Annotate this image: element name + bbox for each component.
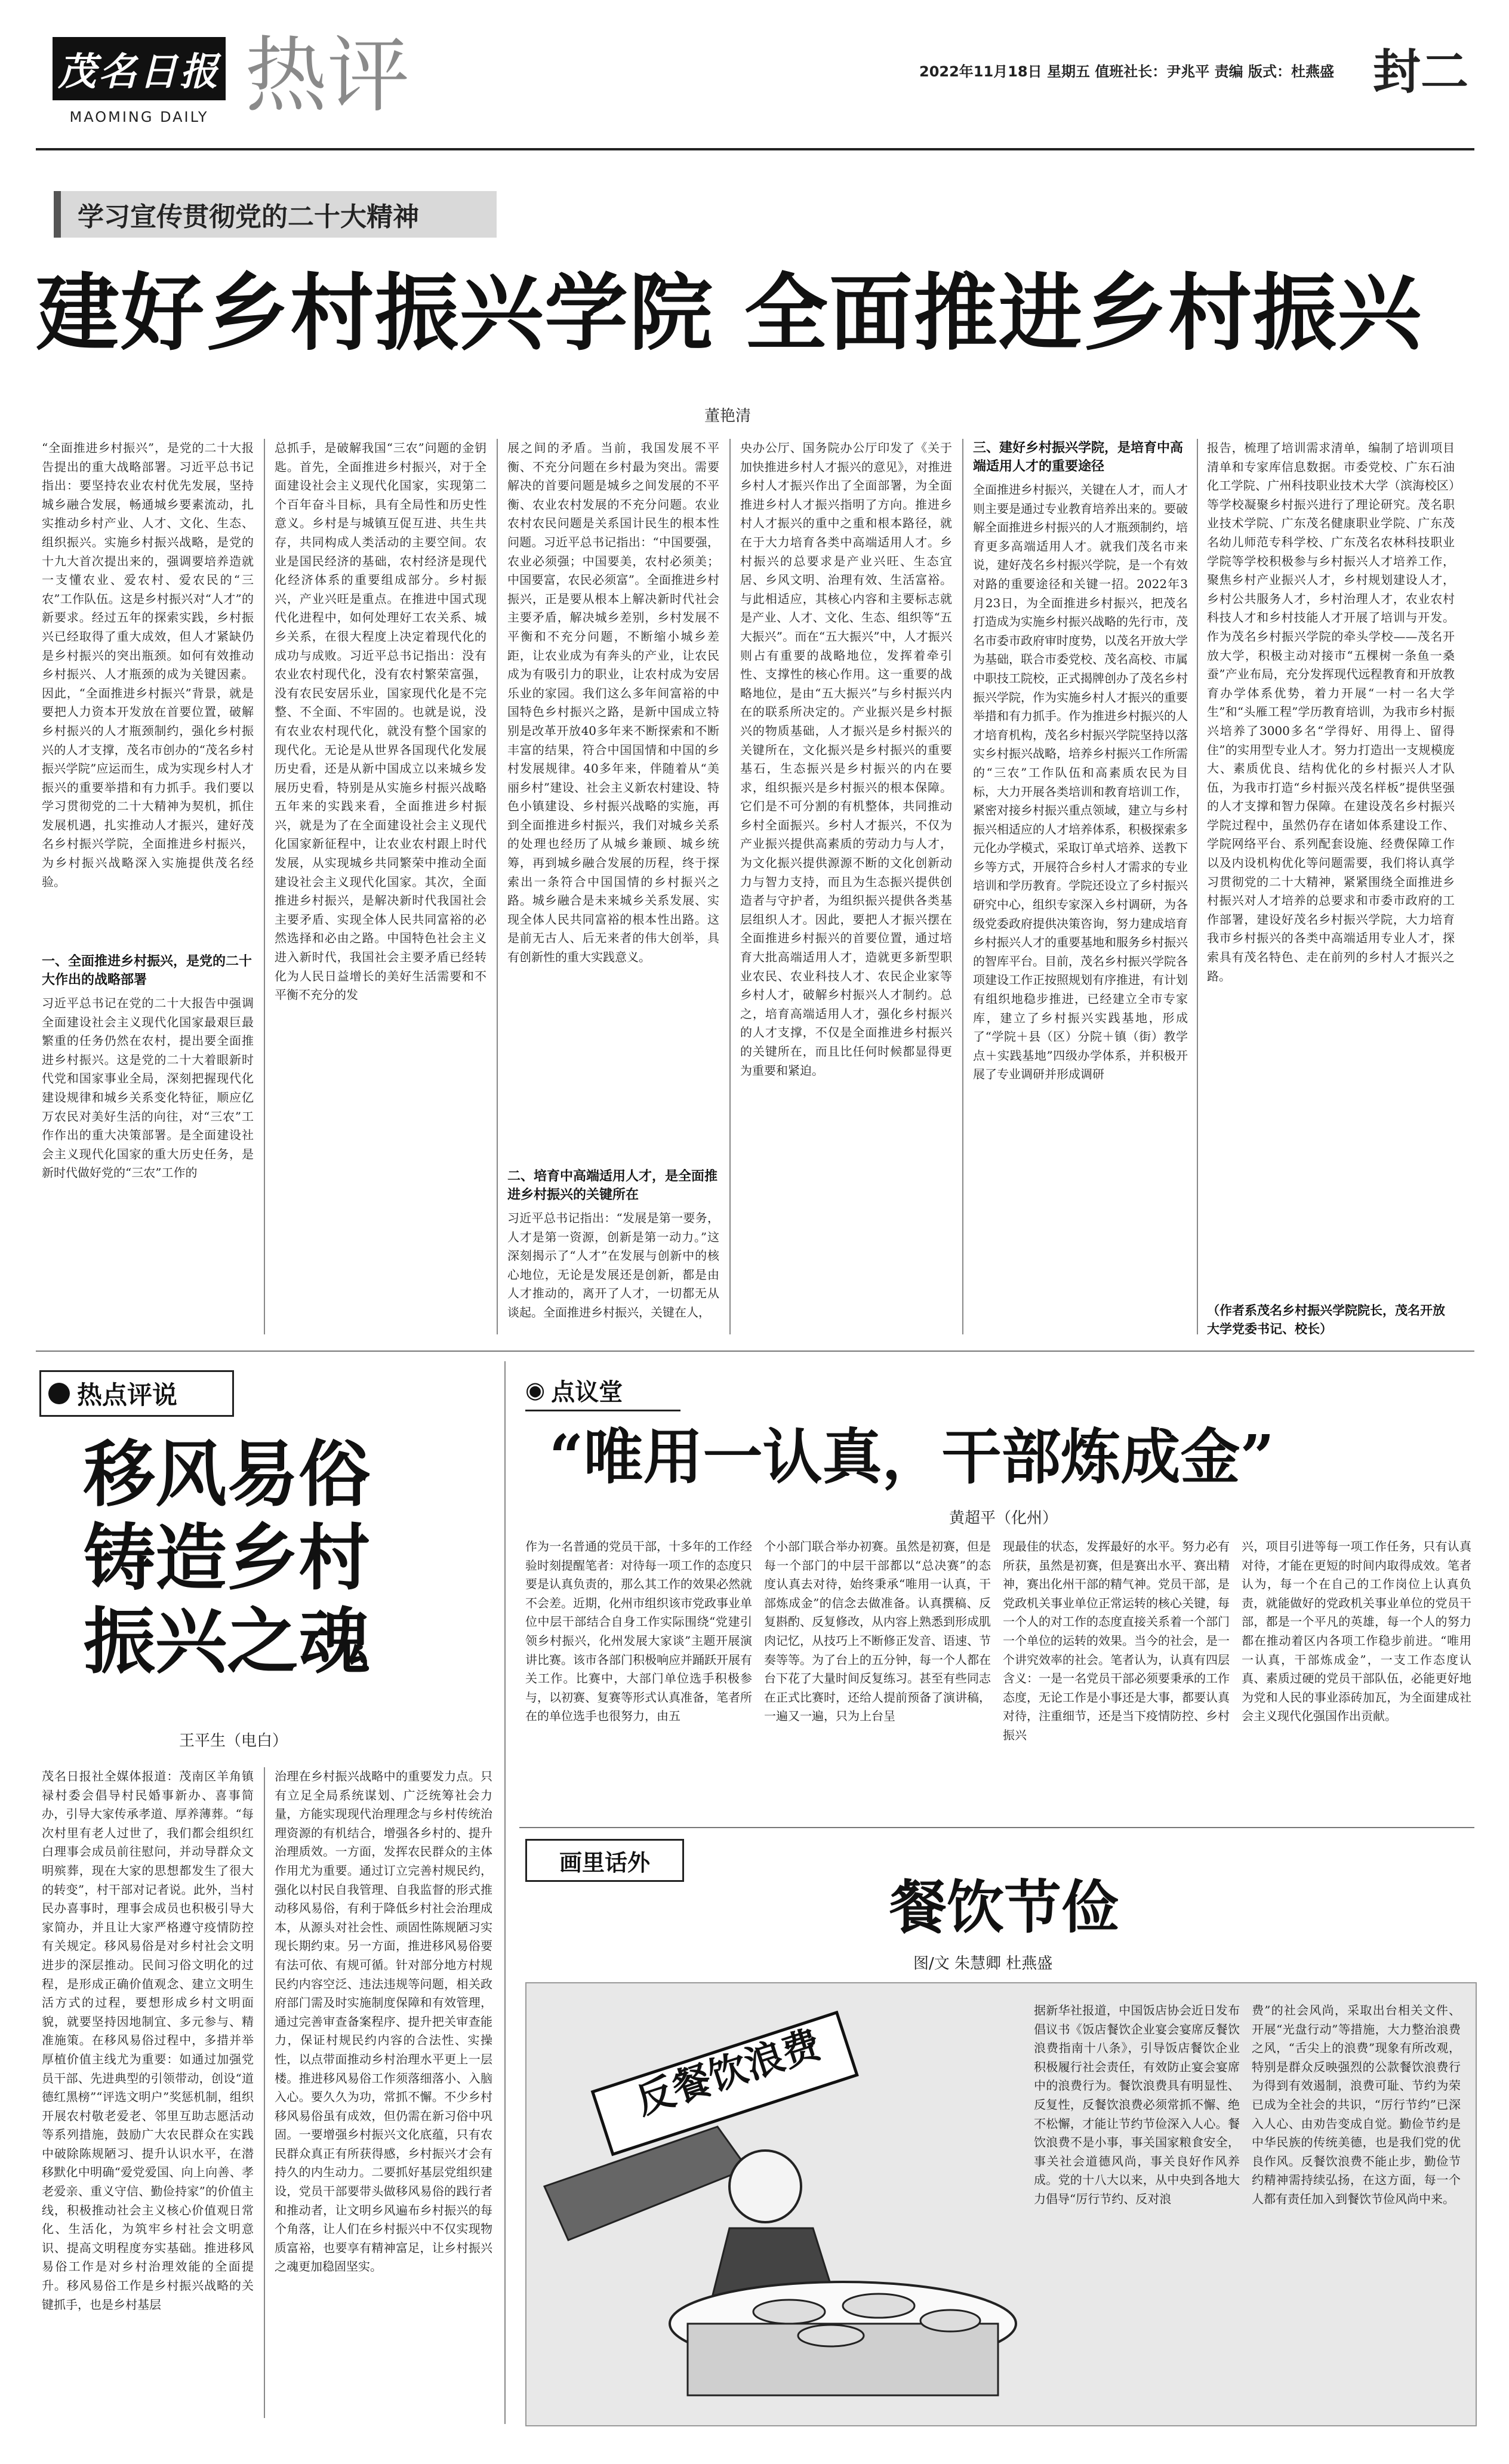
bullet-icon [48,1383,70,1404]
cartoon-frame [525,1982,1477,2426]
main-author: 董艳清 [704,407,752,425]
main-col-3: 展之间的矛盾。当前，我国发展不平衡、不充分问题在乡村最为突出。需要解决的首要问题是城乡之间发展的不平衡、农业农村发展的不充分问题。农业农村农民问题是关系国计民生的根本性问题。习近平总书记指出：“中国要强，农业必须强；中国要美，农村必须美；中国要富，农民必须富”。全面推进乡村振兴，正是要从根本上解决新时代社会主要矛盾，解决城乡差别，乡村发展不平衡和不充分问题，不断缩小城乡差距，让农业成为有奔头的产业，让农民成为有吸引力的职业，让农村成为安居乐业的家园。我们这么多年间富裕的中国特色乡村振兴之路，是新中国成立特别是改革开放40多年来不断探索和不断丰富的结果，符合中国国情和中国的乡村发展规律。40多年来，伴随着从“美丽乡村”建设、社会主义新农村建设、特色小镇建设、乡村振兴战略的实施，再到全面推进乡村振兴，我们对城乡关系的处理也经历了从城乡兼顾、城乡统筹，再到城乡融合发展的历程，终于探索出一条符合中国国情的乡村振兴之路。城乡融合是未来城乡关系发展、实现全体人民共同富裕的根本性出路。这是前无古人、后无来者的伟大创举，具有创新性的重大实践意义。 [507,441,719,965]
cartoon-text-left: 据新华社报道，中国饭店协会近日发布倡议书《饭店餐饮企业宴会宴席反餐饮浪费指南十八条》，引导饭店餐饮企业积极履行社会责任，有效防止宴会宴席中的浪费行为。餐饮浪费具有明显性、反复性，反餐饮浪费必须常抓不懈、绝不松懈，才能让节约节俭深入人心。餐饮浪费不是小事，事关国家粮食安全，事关社会道德风尚，事关良好作风养成。党的十八大以来，从中央到各地大力倡导“厉行节约、反对浪 [1034,2003,1240,2206]
section-rule [519,1827,1474,1828]
col-divider [264,439,265,1334]
main-byline: （作者系茂名乡村振兴学院院长，茂名开放大学党委书记、校长） [1207,1303,1445,1336]
main-subhead-1: 一、全面推进乡村振兴，是党的二十大作出的战略部署 [42,954,252,988]
editorial-col-2: 个小部门联合举办初赛。虽然是初赛，但是每一个部门的中层干部都以“总决赛”的态度认真去对待，始终秉承“唯用一认真，干部炼成金”的信念去做准备。认真撰稿、反复斟酌、反复修改，从内容上熟悉到形成肌肉记忆，从技巧上不断修正发音、语速、节奏等等。为了台上的五分钟，每一个人都在台下花了大量时间反复练习。甚至有些同志在正式比赛时，还给人提前预备了演讲稿，一遍又一遍，只为上台呈 [764,1539,991,1724]
col-divider [1197,439,1198,1334]
masthead-rule [36,148,1474,150]
hot-comment-tag [39,1370,234,1417]
editorial-headline: “唯用一认真，干部炼成金” [549,1422,1275,1492]
main-subhead-2: 二、培育中高端适用人才，是全面推进乡村振兴的关键所在 [507,1169,718,1202]
rss-icon: ◉ [525,1377,546,1403]
col-divider [962,439,963,1334]
main-col-1: “全面推进乡村振兴”，是党的二十大报告提出的重大战略部署。习近平总书记指出：要坚持农业农村优先发展，坚持城乡融合发展，畅通城乡要素流动，扎实推动乡村产业、人才、文化、生态、组织振兴。实施乡村振兴战略，是党的十九大首次提出来的，强调要培养造就一支懂农业、爱农村、爱农民的“三农”工作队伍。这是乡村振兴对“人才”的新要求。经过五年的探索实践，乡村振兴已经取得了重大成效，但人才紧缺仍是乡村振兴的突出瓶颈。如何有效推动乡村振兴、人才瓶颈的成为关键因素。因此，“全面推进乡村振兴”背景，就是要把人力资本开发放在首要位置，破解乡村振兴的人才瓶颈制约，强化乡村振兴的人才支撑，茂名市创办的“茂名乡村振兴学院”应运而生，成为实现乡村人才振兴的重要举措和有力抓手。我们要以学习贯彻党的二十大精神为契机，抓住发展机遇，扎实推动人才振兴，建好茂名乡村振兴学院，全面推进乡村振兴，为乡村振兴战略深入实施提供茂名经验。 [42,441,254,889]
topic-banner [54,191,497,238]
newspaper-logo-en: MAOMING DAILY [69,109,209,125]
editorial-col-1: 作为一名普通的党员干部，十多年的工作经验时刻提醒笔者：对待每一项工作的态度只要是认真负责的，那么其工作的效果必然就不会差。近期，化州市组织该市党政事业单位中层干部结合自身工作实际围绕“党建引领乡村振兴，化州发展大家谈”主题开展演讲比赛。该市各部门积极响应并踊跃开展有关工作。比赛中，大部门单位选手积极参与，以初赛、复赛等形式认真准备，笔者所在的单位选手也很努力，由五 [525,1539,752,1724]
hot-comment-col-1: 茂名日报社全媒体报道：茂南区羊角镇禄村委会倡导村民婚事新办、喜事简办，引导大家传承孝道、厚养薄葬。“每次村里有老人过世了，我们都会组织红白理事会成员前往慰问，并动导群众文明殡葬，现在大家的思想都发生了很大的转变”，村干部对记者说。此外，当村民办喜事时，理事会成员也积极引导大家简办，并且让大家严格遵守疫情防控有关规定。移风易俗是对乡村社会文明进步的深层推动。民间习俗文明化的过程，是形成正确价值观念、建立文明生活方式的过程，要想形成乡村文明面貌，就要坚持因地制宜、多元参与、精准施策。在移风易俗过程中，多措并举厚植价值主线尤为重要：如通过加强党员干部、先进典型的引领带动，创设“道德红黑榜”“评选文明户”奖惩机制，组织开展农村敬老爱老、邻里互助志愿活动等系列措施，鼓励广大农民群众在实践中破除陈规陋习、提升认识水平，在潜移默化中明确“爱党爱国、向上向善、孝老爱亲、重义守信、勤俭持家”的价值主线，积极推动社会主义核心价值观日常化、生活化，为筑牢乡村社会文明意识、提高文明程度夯实基础。推进移风易俗工作是对乡村治理效能的全面提升。移风易俗工作是乡村振兴战略的关键抓手，也是乡村基层 [42,1769,254,2312]
dish [798,2325,864,2346]
editorial-tag-text: 点议堂 [551,1378,623,1406]
editorial-col-3: 现最佳的状态，发挥最好的水平。努力必有所获，虽然是初赛，但是赛出水平、赛出精神，赛出化州干部的精气神。党员干部，是党政机关事业单位正常运转的核心关键，每一个人的对工作的态度直接关系着一个部门一个单位的运转的效果。当今的社会，是一个讲究效率的社会。笔者认为，认真有四层含义：一是一名党员干部必须要秉承的工作态度，无论工作是小事还是大事，都要认真对待，注重细节，还是当下疫情防控、乡村振兴 [1003,1539,1230,1742]
main-col-5: 全面推进乡村振兴，关键在人才，而人才则主要是通过专业教育培养出来的。要破解全面推进乡村振兴的人才瓶颈制约，培育更多高端适用人才。就我们茂名市来说，建好茂名乡村振兴学院，是一个有效对路的重要途径和关键一招。2022年3月23日，为全面推进乡村振兴，把茂名打造成为实施乡村振兴战略的先行市，茂名市委市政府审时度势，以茂名开放大学为基础，联合市委党校、茂名高校、市属中职技工院校，正式揭牌创办了茂名乡村振兴学院，作为实施乡村人才振兴的重要举措和有力抓手。作为推进乡村振兴的人才培育机构，茂名乡村振兴学院坚持以落实乡村振兴战略，培养乡村振兴工作所需的“三农”工作队伍和高素质农民为目标，大力开展各类培训和教育培训工作，紧密对接乡村振兴重点领域，建立与乡村振兴相适应的人才培养体系，积极探索多元化办学模式，采取订单式培养、送教下乡等方式，开展符合乡村人才需求的专业培训和学历教育。学院还设立了乡村振兴研究中心，组织专家深入乡村调研，为各级党委政府提供决策咨询，努力建成培育乡村振兴人才的重要基地和服务乡村振兴的智库平台。目前，茂名乡村振兴学院各项建设工作正按照规划有序推进，有计划有组织地稳步推进，已经建立全市专家库，建立了乡村振兴实践基地，形成了“学院＋县（区）分院＋镇（街）教学点＋实践基地”四级办学体系，并积极开展了专业调研并形成调研 [973,482,1188,1082]
col-divider [264,1767,265,2418]
hot-comment-tag-text: 热点评说 [77,1380,178,1410]
newspaper-logo-text: 茂名日报 [58,50,220,94]
section-title: 热评 [245,27,410,124]
editorial-tag [525,1370,680,1411]
editorial-col-4: 兴，项目引进等每一项工作任务，只有认真对待，才能在更短的时间内取得成效。笔者认为，每一个在自己的工作岗位上认真负责，就能做好的党政机关事业单位的党员干部，都是一个平凡的英雄，每一个人的努力都在推动着区内各项工作稳步前进。“唯用一认真，干部炼成金”，一支工作态度认真、素质过硬的党员干部队伍，必能更好地为党和人民的事业添砖加瓦，为全面建成社会主义现代化强国作出贡献。 [1242,1539,1471,1724]
editorial-author: 黄超平（化州） [949,1509,1058,1527]
dish [843,2294,914,2318]
cartoon-tag [525,1839,684,1882]
main-headline: 建好乡村振兴学院 全面推进乡村振兴 [36,264,1422,362]
dish [753,2300,825,2324]
page-label: 封二 [1373,44,1468,100]
cartoon-text-right: 费”的社会风尚，采取出台相关文件、开展“光盘行动”等措施，大力整治浪费之风，“舌尖上的浪费”现象有所改观，特别是群众反映强烈的公款餐饮浪费行为得到有效遏制，浪费可耻、节约为荣已成为全社会的共识，“厉行节约”已深入人心、由劝告变成自觉。勤俭节约是中华民族的传统美德，也是我们党的优良作风。反餐饮浪费不能止步，勤俭节约精神需持续弘扬，在这方面，每一个人都有责任加入到餐饮节俭风尚中来。 [1252,2003,1461,2206]
hot-comment-col-2: 治理在乡村振兴战略中的重要发力点。只有立足全局系统谋划、广泛统筹社会力量，方能实现现代治理理念与乡村传统治理资源的有机结合，增强各乡村的、提升治理质效。一方面，发挥农民群众的主体作用尤为重要。通过订立完善村规民约，强化以村民自我管理、自我监督的形式推动移风易俗，有利于降低乡村社会治理成本，从源头对社会性、顽固性陈规陋习实现长期约束。另一方面，推进移风易俗要有法可依、有规可循。针对部分地方村规民约内容空泛、违法违规等问题，相关政府部门需及时实施制度保障和有效管理，通过完善审查备案程序、提升把关审查能力，保证村规民约内容的合法性、实操性，以点带面推动乡村治理水平更上一层楼。推进移风易俗工作须落细落小、入脑入心。要久久为功，常抓不懈。不少乡村移风易俗虽有成效，但仍需在新习俗中巩固。一要增强乡村振兴文化底蕴，只有农民群众真正有所获得感，乡村振兴才会有持久的内生动力。二要抓好基层党组织建设，党员干部要带头做移风易俗的践行者和推动者，让文明乡风遍布乡村振兴的每个角落，让人们在乡村振兴中不仅实现物质富裕，也要享有精神富足，让乡村振兴之魂更加稳固坚实。 [275,1769,492,2274]
col-divider [504,1361,506,2424]
masthead [0,0,1509,179]
hot-comment-author: 王平生（电白） [179,1732,288,1750]
cartoon-credit: 图/文 朱慧卿 杜燕盛 [913,1955,1053,1973]
topic-banner-text: 学习宣传贯彻党的二十大精神 [78,202,419,232]
hot-comment-headline-1: 移风易俗 [84,1432,370,1516]
newspaper-logo [53,37,226,100]
dish [920,2310,980,2331]
main-col-4: 央办公厅、国务院办公厅印发了《关于加快推进乡村人才振兴的意见》，对推进乡村人才振兴作出了全面部署，为全面推进乡村人才振兴指明了方向。推进乡村人才振兴的重中之重和根本路径，就在于大力培育各类中高端适用人才。乡村振兴的总要求是产业兴旺、生态宜居、乡风文明、治理有效、生活富裕。与此相适应，其核心内容和主要标志就是产业、人才、文化、生态、组织等“五大振兴”。而在“五大振兴”中，人才振兴则占有重要的战略地位，发挥着牵引性、支撑性的核心作用。这一重要的战略地位，是由“五大振兴”与乡村振兴内在的联系所决定的。产业振兴是乡村振兴的物质基础，人才振兴是乡村振兴的关键所在，文化振兴是乡村振兴的重要基石，生态振兴是乡村振兴的内在要求，组织振兴是乡村振兴的根本保障。它们是不可分割的有机整体，共同推动乡村全面振兴。乡村人才振兴，不仅为产业振兴提供高素质的劳动力与人才，为文化振兴提供源源不断的文化创新动力与智力支持，而且为生态振兴提供创造者与守护者，为组织振兴提供各类基层组织人才。因此，要把人才振兴摆在全面推进乡村振兴的首要位置，通过培育大批高端适用人才，造就更多新型职业农民、农业科技人才、农民企业家等乡村人才，破解乡村振兴人才制约。总之，培育高端适用人才，强化乡村振兴的人才支撑，不仅是全面推进乡村振兴的关键所在，而且比任何时候都显得更为重要和紧迫。 [740,441,952,1078]
person-head [729,2151,801,2222]
cartoon-banner-text: 反餐饮浪费 [630,2022,826,2124]
col-divider [729,439,731,1334]
main-subhead-3: 三、建好乡村振兴学院，是培育中高端适用人才的重要途径 [973,441,1184,474]
main-col-3b: 习近平总书记指出：“发展是第一要务，人才是第一资源，创新是第一动力。”这深刻揭示了“人才”在发展与创新中的核心地位，无论是发展还是创新，都是由人才推动的，离开了人才，一切都无从谈起。全面推进乡村振兴，关键在人， [507,1211,719,1319]
cartoon-tag-text: 画里话外 [559,1849,650,1876]
cartoon-headline: 餐饮节俭 [889,1874,1119,1941]
section-rule [36,1351,1474,1352]
col-divider [497,439,498,1334]
main-col-6: 报告，梳理了培训需求清单，编制了培训项目清单和专家库信息数据。市委党校、广东石油化工学院、广州科技职业技术大学（滨海校区）等学校凝聚乡村振兴进行了理论研究。茂名职业技术学院、广东茂名健康职业学院、广东茂名幼儿师范专科学校、广东茂名农林科技职业学院等学校积极参与乡村振兴人才培养工作，聚焦乡村产业振兴人才，乡村规划建设人才，乡村公共服务人才，乡村治理人才，农业农村科技人才和乡村技能人才开展了培训与开发。作为茂名乡村振兴学院的牵头学校——茂名开放大学，积极主动对接市“五棵树一条鱼一桑蚕”产业布局，充分发挥现代远程教育和开放教育办学体系优势，着力开展“一村一名大学生”和“头雁工程”学历教育培训，为我市乡村振兴培养了3000多名“学得好、用得上、留得住”的实用型专业人才。努力打造出一支规模庞大、素质优良、结构优化的乡村振兴人才队伍，为我市打造“乡村振兴茂名样板”提供坚强的人才支撑和智力保障。在建设茂名乡村振兴学院过程中，虽然仍存在诸如体系建设工作、学院网络平台、系列配套设施、经费保障工作以及内设机构优化等问题需要，我们将认真学习贯彻党的二十大精神，紧紧围绕全面推进乡村振兴对人才培养的总要求和市委市政府的工作部署，建设好茂名乡村振兴学院，大力培育我市乡村振兴的各类中高端适用专业人才，探索具有茂名特色、走在前列的乡村人才振兴之路。 [1207,441,1455,983]
main-col-2: 总抓手，是破解我国“三农”问题的金钥匙。首先，全面推进乡村振兴，对于全面建设社会主义现代化国家，实现第二个百年奋斗目标，具有全局性和历史性意义。乡村是与城镇互促互进、共生共存，共同构成人类活动的主要空间。农业是国民经济的基础，农村经济是现代化经济体系的重要组成部分。乡村振兴，产业兴旺是重点。在推进中国式现代化进程中，如何处理好工农关系、城乡关系，在很大程度上决定着现代化的成功与成败。习近平总书记指出：没有农业农村现代化，没有农村繁荣富强，没有农民安居乐业，国家现代化是不完整、不全面、不牢固的。也就是说，没有农业农村现代化，就没有整个国家的现代化。无论是从世界各国现代化发展历史看，还是从新中国成立以来城乡发展历史看，特别是从实施乡村振兴战略五年来的实践来看，全面推进乡村振兴，就是为了在全面建设社会主义现代化国家新征程中，让农业农村跟上时代发展，从实现城乡共同繁荣中推动全面建设社会主义现代化国家。其次，全面推进乡村振兴，是解决新时代我国社会主要矛盾、实现全体人民共同富裕的必然选择和必由之路。中国特色社会主义进入新时代，我国社会主要矛盾已经转化为人民日益增长的美好生活需要和不平衡不充分的发 [275,441,486,1002]
hot-comment-headline-3: 振兴之魂 [84,1599,370,1684]
hot-comment-headline-2: 铸造乡村 [84,1516,370,1600]
main-col-1b: 习近平总书记在党的二十大报告中强调全面建设社会主义现代化国家最艰巨最繁重的任务仍然在农村，提出要全面推进乡村振兴。这是党的二十大着眼新时代党和国家事业全局，深刻把握现代化建设规律和城乡关系变化特征，顺应亿万农民对美好生活的向往，对“三农”工作作出的重大决策部署。是全面建设社会主义现代化国家的重大历史任务，是新时代做好党的“三农”工作的 [42,996,254,1180]
issue-meta: 2022年11月18日 星期五 值班社长：尹兆平 责编 版式：杜燕盛 [919,63,1335,80]
